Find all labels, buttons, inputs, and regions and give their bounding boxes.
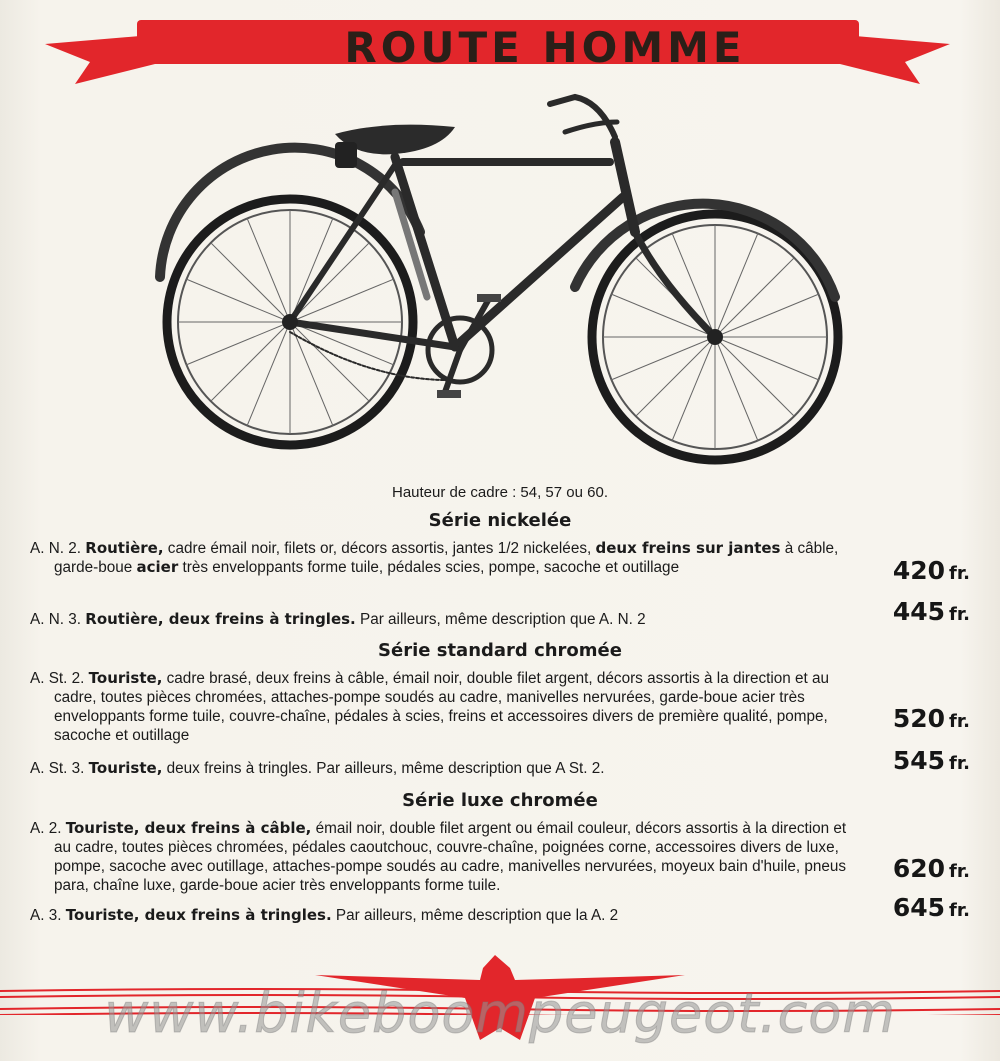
product-item-a3: [30, 893, 970, 925]
item-name: Touriste,: [88, 669, 163, 687]
item-ref: A. St. 2.: [30, 670, 85, 687]
item-description-3: très enveloppants forme tuile, pédales scies, pompe, sacoche et outillage: [178, 559, 680, 576]
item-price: 445 fr.: [892, 597, 970, 626]
item-price: 620 fr.: [892, 854, 970, 883]
watermark-text: www.bikeboompeugeot.com: [104, 982, 896, 1045]
item-description-bold-2: acier: [136, 558, 179, 576]
item-name: Touriste,: [88, 759, 163, 777]
item-ref: A. N. 2.: [30, 540, 82, 557]
product-item-ast3: [30, 746, 970, 778]
item-description: cadre émail noir, filets or, décors assortis, jantes 1/2 nickelées,: [163, 540, 596, 557]
item-price: 645 fr.: [892, 893, 970, 922]
product-item-a2: [30, 819, 970, 895]
item-name: Routière,: [85, 539, 164, 557]
product-item-an3: [30, 597, 970, 629]
item-price: 545 fr.: [892, 746, 970, 775]
item-name: Routière, deux freins à tringles.: [85, 610, 356, 628]
item-ref: A. St. 3.: [30, 760, 85, 777]
series-title-nickelee: Série nickelée: [428, 510, 572, 531]
item-price: 420 fr.: [892, 556, 970, 585]
item-ref: A. N. 3.: [30, 611, 82, 628]
item-description-2: à câble, garde-boue: [54, 540, 839, 576]
product-item-ast2: [30, 669, 970, 745]
series-title-standard: Série standard chromée: [378, 640, 622, 661]
product-item-an2: [30, 539, 970, 585]
item-name: Touriste, deux freins à câble,: [65, 819, 312, 837]
item-price: 520 fr.: [892, 704, 970, 733]
item-description-bold: deux freins sur jantes: [595, 539, 781, 557]
item-ref: A. 2.: [30, 820, 62, 837]
bicycle-illustration: [155, 82, 855, 467]
item-description: Par ailleurs, même description que la A. 2: [331, 907, 619, 924]
page-title: ROUTE HOMME: [344, 23, 746, 72]
item-description: deux freins à tringles. Par ailleurs, même description que A St. 2.: [162, 760, 605, 777]
item-name: Touriste, deux freins à tringles.: [65, 906, 332, 924]
title-banner: [45, 14, 950, 88]
item-description: Par ailleurs, même description que A. N. 2: [355, 611, 646, 628]
frame-height-note: Hauteur de cadre : 54, 57 ou 60.: [392, 484, 608, 501]
series-title-luxe: Série luxe chromée: [402, 790, 598, 811]
item-description: cadre brasé, deux freins à câble, émail noir, double filet argent, décors assortis à la direction et au cadre, toutes pièces chromées, attaches-pompe soudés au cadre, manivelles nervurées, garde-boue acier très enveloppants forme tuile, couvre-chaîne, pédales à scies, freins et accessoires divers de première qualité, pompe, sacoche et outillage: [54, 670, 830, 744]
item-ref: A. 3.: [30, 907, 62, 924]
item-description: émail noir, double filet argent ou émail couleur, décors assortis à la direction et au cadre, toutes pièces chromées, pédales caoutchouc, couvre-chaîne, poignées corne, accessoires divers de luxe, pompe, sacoche avec outillage, attaches-pompe soudés au cadre, manivelles nervurées, moyeux bain d'huile, pneus para, chaîne luxe, garde-boue acier très enveloppants forme tuile.: [54, 820, 847, 894]
